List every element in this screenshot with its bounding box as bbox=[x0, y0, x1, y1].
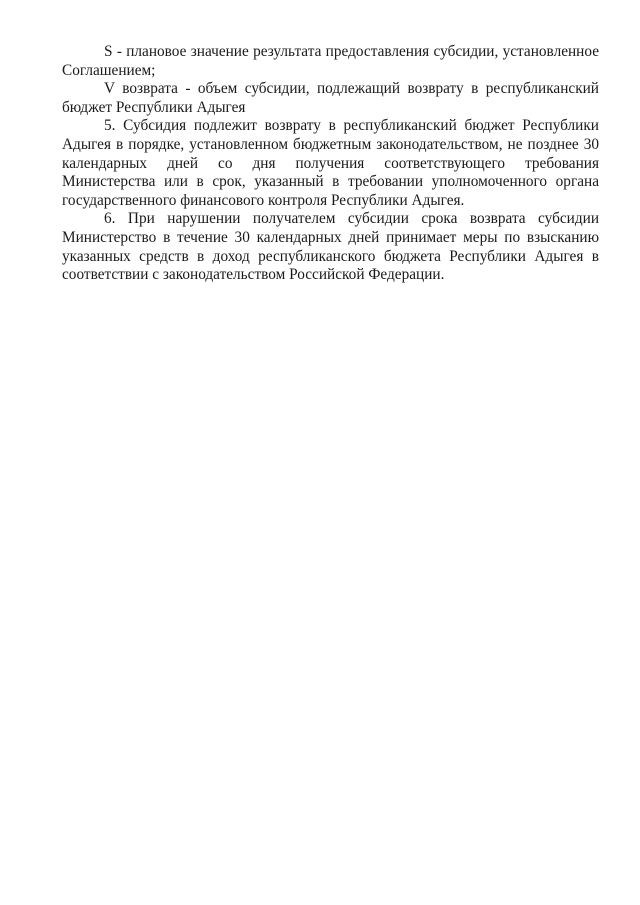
paragraph-v-definition: V возврата - объем субсидии, подлежащий возврату в республиканский бюджет Республики Адыгея bbox=[62, 80, 599, 116]
paragraph-s-definition: S - плановое значение результата предоставления субсидии, установленное Соглашением; bbox=[62, 43, 599, 79]
paragraph-item-6: 6. При нарушении получателем субсидии срока возврата субсидии Министерство в течение 30 календарных дней принимает меры по взысканию указанных средств в доход республиканского бюджета Республики Адыгея в соответствии с законодательством Российской Федерации. bbox=[62, 210, 599, 284]
paragraph-item-5: 5. Субсидия подлежит возврату в республиканский бюджет Республики Адыгея в порядке, установленном бюджетным законодательством, не позднее 30 календарных дней со дня получения соответствующего требования Министерства или в срок, указанный в требовании уполномоченного органа государственного финансового контроля Республики Адыгея. bbox=[62, 117, 599, 209]
document-body bbox=[62, 43, 599, 285]
